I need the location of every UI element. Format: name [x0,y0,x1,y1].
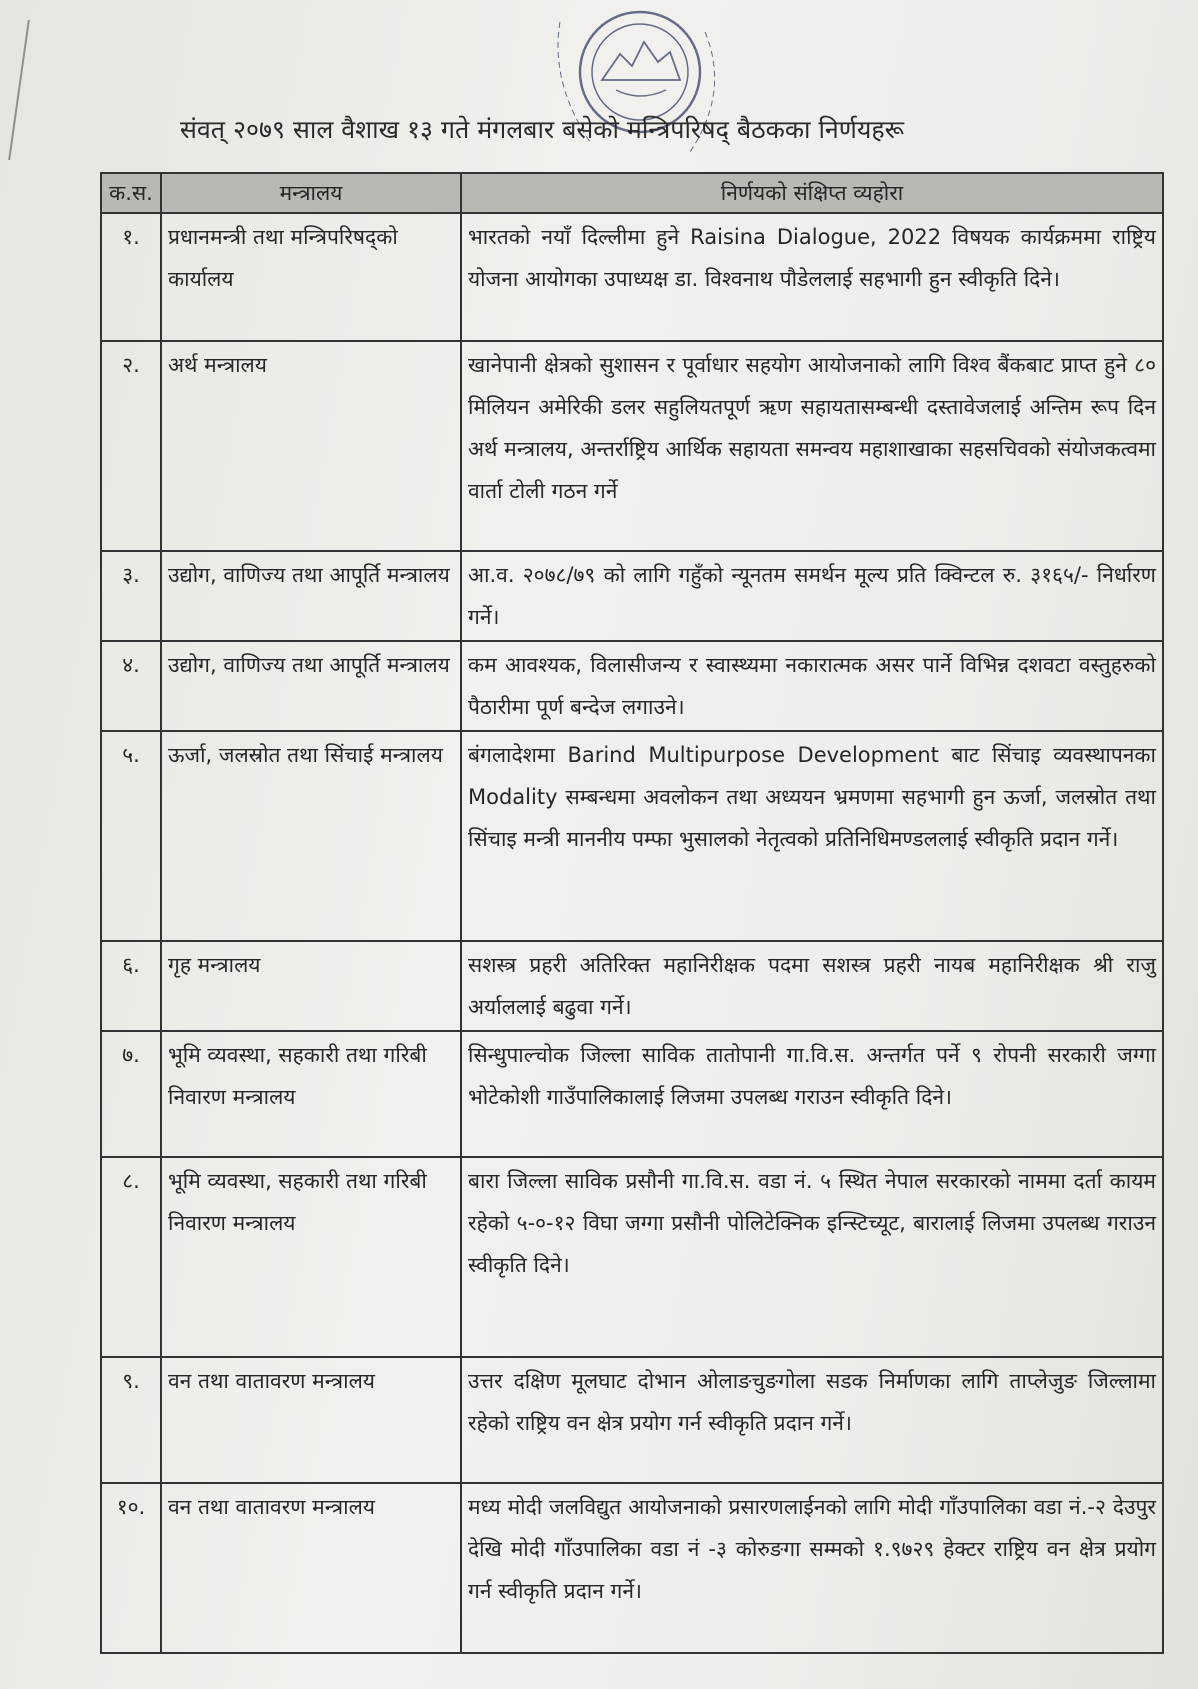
row-decision-summary: भारतको नयाँ दिल्लीमा हुने Raisina Dialogue, 2022 विषयक कार्यक्रममा राष्ट्रिय योजना आयोगका उपाध्यक्ष डा. विश्वनाथ पौडेललाई सहभागी हुन स्वीकृति दिने। [461,213,1163,341]
row-serial-number: ५. [101,731,161,941]
row-ministry: वन तथा वातावरण मन्त्रालय [161,1483,461,1653]
table-row [101,1157,1163,1357]
row-decision-summary: बंगलादेशमा Barind Multipurpose Development बाट सिंचाइ व्यवस्थापनका Modality सम्बन्धमा अवलोकन तथा अध्ययन भ्रमणमा सहभागी हुन ऊर्जा, जलस्रोत तथा सिंचाइ मन्त्री माननीय पम्फा भुसालको नेतृत्वको प्रतिनिधिमण्डललाई स्वीकृति प्रदान गर्ने। [461,731,1163,941]
table-row [101,1357,1163,1483]
header-serial-number: क.स. [101,173,161,213]
row-decision-summary: बारा जिल्ला साविक प्रसौनी गा.वि.स. वडा नं. ५ स्थित नेपाल सरकारको नाममा दर्ता कायम रहेको ५-०-१२ विघा जग्गा प्रसौनी पोलिटेक्निक इन्स्टिच्यूट, बारालाई लिजमा उपलब्ध गराउन स्वीकृति दिने। [461,1157,1163,1357]
row-ministry: भूमि व्यवस्था, सहकारी तथा गरिबी निवारण मन्त्रालय [161,1031,461,1157]
row-ministry: प्रधानमन्त्री तथा मन्त्रिपरिषद्को कार्यालय [161,213,461,341]
row-decision-summary: आ.व. २०७८/७९ को लागि गहुँको न्यूनतम समर्थन मूल्य प्रति क्विन्टल रु. ३१६५/- निर्धारण गर्ने। [461,551,1163,641]
row-decision-summary: मध्य मोदी जलविद्युत आयोजनाको प्रसारणलाईनको लागि मोदी गाँउपालिका वडा नं.-२ देउपुर देखि मोदी गाँउपालिका वडा नं -३ कोरुङगा सम्मको १.९७२९ हेक्टर राष्ट्रिय वन क्षेत्र प्रयोग गर्न स्वीकृति प्रदान गर्ने। [461,1483,1163,1653]
header-ministry: मन्त्रालय [161,173,461,213]
row-serial-number: ३. [101,551,161,641]
document-title: संवत् २०७९ साल वैशाख १३ गते मंगलबार बसेको मन्त्रिपरिषद् बैठकका निर्णयहरू [180,115,905,144]
table-row [101,1031,1163,1157]
row-ministry: अर्थ मन्त्रालय [161,341,461,551]
table-row [101,1483,1163,1653]
table-header-row [101,173,1163,213]
table-row [101,941,1163,1031]
row-serial-number: ९. [101,1357,161,1483]
row-serial-number: ८. [101,1157,161,1357]
government-seal [520,2,750,182]
row-decision-summary: सशस्त्र प्रहरी अतिरिक्त महानिरीक्षक पदमा सशस्त्र प्रहरी नायब महानिरीक्षक श्री राजु अर्याललाई बढुवा गर्ने। [461,941,1163,1031]
page-edge-mark [0,20,30,160]
row-decision-summary: उत्तर दक्षिण मूलघाट दोभान ओलाङचुङगोला सडक निर्माणका लागि ताप्लेजुङ जिल्लामा रहेको राष्ट्रिय वन क्षेत्र प्रयोग गर्न स्वीकृति प्रदान गर्ने। [461,1357,1163,1483]
row-serial-number: २. [101,341,161,551]
row-ministry: उद्योग, वाणिज्य तथा आपूर्ति मन्त्रालय [161,641,461,731]
row-ministry: वन तथा वातावरण मन्त्रालय [161,1357,461,1483]
row-ministry: गृह मन्त्रालय [161,941,461,1031]
decisions-table [100,172,1164,1654]
row-ministry: उद्योग, वाणिज्य तथा आपूर्ति मन्त्रालय [161,551,461,641]
row-decision-summary: सिन्धुपाल्चोक जिल्ला साविक तातोपानी गा.वि.स. अन्तर्गत पर्ने ९ रोपनी सरकारी जग्गा भोटेकोशी गाउँपालिकालाई लिजमा उपलब्ध गराउन स्वीकृति दिने। [461,1031,1163,1157]
row-serial-number: ७. [101,1031,161,1157]
row-ministry: भूमि व्यवस्था, सहकारी तथा गरिबी निवारण मन्त्रालय [161,1157,461,1357]
table-row [101,341,1163,551]
row-ministry: ऊर्जा, जलस्रोत तथा सिंचाई मन्त्रालय [161,731,461,941]
table-row [101,641,1163,731]
header-decision-summary: निर्णयको संक्षिप्त व्यहोरा [461,173,1163,213]
table-row [101,213,1163,341]
row-decision-summary: कम आवश्यक, विलासीजन्य र स्वास्थ्यमा नकारात्मक असर पार्ने विभिन्न दशवटा वस्तुहरुको पैठारीमा पूर्ण बन्देज लगाउने। [461,641,1163,731]
row-serial-number: १. [101,213,161,341]
table-row [101,551,1163,641]
row-serial-number: ६. [101,941,161,1031]
row-decision-summary: खानेपानी क्षेत्रको सुशासन र पूर्वाधार सहयोग आयोजनाको लागि विश्व बैंकबाट प्राप्त हुने ८० मिलियन अमेरिकी डलर सहुलियतपूर्ण ऋण सहायतासम्बन्धी दस्तावेजलाई अन्तिम रूप दिन अर्थ मन्त्रालय, अन्तर्राष्ट्रिय आर्थिक सहायता समन्वय महाशाखाका सहसचिवको संयोजकत्वमा वार्ता टोली गठन गर्ने [461,341,1163,551]
row-serial-number: १०. [101,1483,161,1653]
row-serial-number: ४. [101,641,161,731]
table-row [101,731,1163,941]
